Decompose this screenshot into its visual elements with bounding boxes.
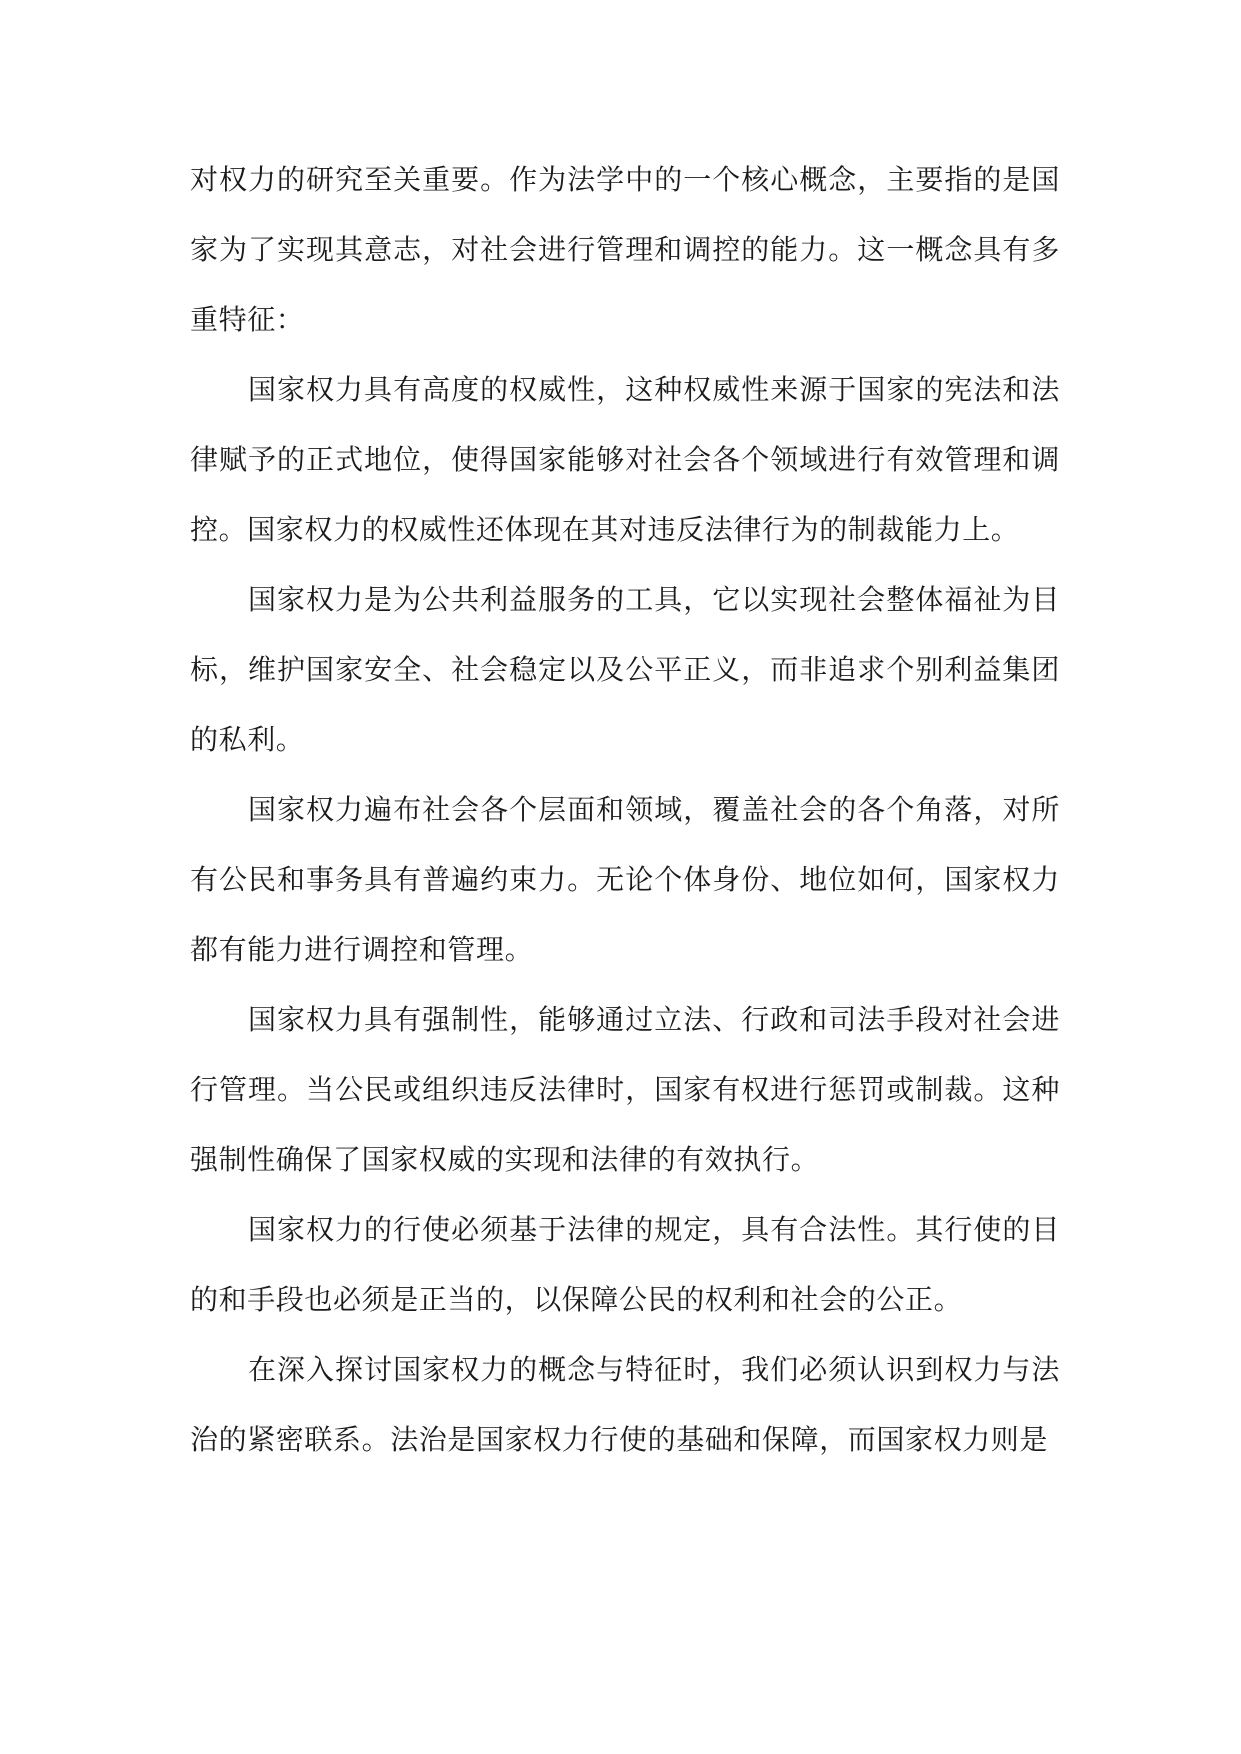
paragraph-7: 在深入探讨国家权力的概念与特征时，我们必须认识到权力与法治的紧密联系。法治是国家权力行使的基础和保障，而国家权力则是: [190, 1353, 1060, 1456]
paragraph-1: 对权力的研究至关重要。作为法学中的一个核心概念，主要指的是国家为了实现其意志，对社会进行管理和调控的能力。这一概念具有多重特征：: [190, 163, 1060, 336]
paragraph-3: 国家权力是为公共利益服务的工具，它以实现社会整体福祉为目标，维护国家安全、社会稳定以及公平正义，而非追求个别利益集团的私利。: [190, 583, 1060, 756]
document-body: [190, 145, 1060, 1475]
paragraph-5: 国家权力具有强制性，能够通过立法、行政和司法手段对社会进行管理。当公民或组织违反法律时，国家有权进行惩罚或制裁。这种强制性确保了国家权威的实现和法律的有效执行。: [190, 1003, 1060, 1176]
paragraph-2: 国家权力具有高度的权威性，这种权威性来源于国家的宪法和法律赋予的正式地位，使得国家能够对社会各个领域进行有效管理和调控。国家权力的权威性还体现在其对违反法律行为的制裁能力上。: [190, 373, 1060, 546]
paragraph-6: 国家权力的行使必须基于法律的规定，具有合法性。其行使的目的和手段也必须是正当的，以保障公民的权利和社会的公正。: [190, 1213, 1060, 1316]
paragraph-4: 国家权力遍布社会各个层面和领域，覆盖社会的各个角落，对所有公民和事务具有普遍约束力。无论个体身份、地位如何，国家权力都有能力进行调控和管理。: [190, 793, 1060, 966]
